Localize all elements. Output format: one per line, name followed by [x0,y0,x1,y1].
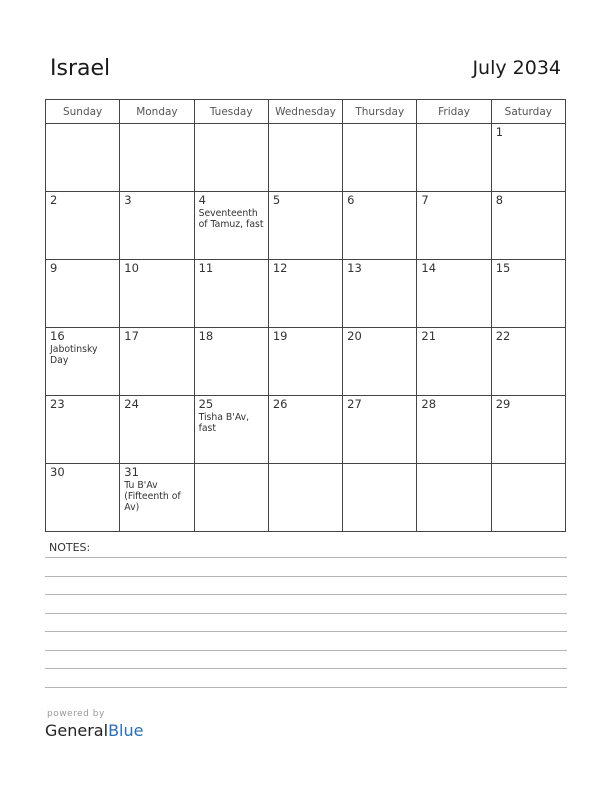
holiday-label: Seventeenth of Tamuz, fast [198,208,264,230]
day-cell[interactable] [343,260,417,328]
day-cell [194,464,268,532]
week-row [46,464,566,532]
day-number: 9 [50,261,58,275]
day-number: 11 [198,261,214,275]
notes-line [45,613,567,614]
day-number: 14 [421,261,437,275]
notes-line [45,631,567,632]
day-number: 2 [50,193,58,207]
day-number: 12 [272,261,288,275]
day-number: 4 [198,193,206,207]
day-number: 27 [347,397,362,411]
day-cell[interactable] [491,328,565,396]
day-cell[interactable] [491,396,565,464]
day-number: 10 [124,261,139,275]
day-cell[interactable] [343,192,417,260]
day-number: 26 [272,397,288,411]
day-number: 19 [272,329,288,343]
day-cell [343,464,417,532]
weekday-header: Thursday [343,100,417,124]
notes-line [45,687,567,688]
day-number: 28 [421,397,437,411]
day-cell[interactable] [491,260,565,328]
notes-line [45,668,567,669]
day-cell[interactable] [343,328,417,396]
day-cell[interactable] [120,192,194,260]
day-cell[interactable] [268,260,342,328]
brand-name-part2: Blue [108,721,144,740]
notes-label: NOTES: [49,541,91,554]
day-cell[interactable] [268,192,342,260]
day-cell[interactable] [343,396,417,464]
day-cell[interactable] [120,260,194,328]
day-cell[interactable] [120,328,194,396]
day-cell[interactable] [491,124,565,192]
day-cell[interactable] [46,328,120,396]
weekday-header-row [46,100,566,124]
day-cell [268,124,342,192]
day-number: 18 [198,329,214,343]
day-cell[interactable] [46,396,120,464]
day-cell [194,124,268,192]
brand-name-part1: General [45,721,109,740]
day-number: 31 [124,465,139,479]
month-year-title: July 2034 [472,57,561,79]
day-number: 6 [347,193,355,207]
day-cell[interactable] [417,192,491,260]
notes-line [45,557,567,558]
day-cell[interactable] [46,192,120,260]
day-cell[interactable] [417,260,491,328]
day-number: 24 [124,397,139,411]
day-cell[interactable] [194,260,268,328]
week-row [46,192,566,260]
week-row [46,260,566,328]
weekday-header: Monday [120,100,194,124]
day-cell [46,124,120,192]
weekday-header: Friday [417,100,491,124]
calendar-body [46,124,566,532]
day-number: 15 [495,261,511,275]
week-row [46,124,566,192]
day-cell[interactable] [46,260,120,328]
day-cell[interactable] [194,192,268,260]
powered-by-text: powered by [47,709,105,719]
weekday-header: Tuesday [194,100,268,124]
day-cell[interactable] [194,328,268,396]
day-number: 16 [50,329,65,343]
day-cell[interactable] [268,328,342,396]
day-cell [417,124,491,192]
holiday-label: Tisha B'Av, fast [198,412,250,434]
day-number: 29 [495,397,511,411]
day-number: 25 [198,397,214,411]
day-cell [120,124,194,192]
day-number: 5 [272,193,281,207]
brand-logo[interactable] [45,709,143,740]
day-cell[interactable] [120,464,194,532]
day-number: 21 [421,329,437,343]
week-row [46,396,566,464]
day-cell[interactable] [268,396,342,464]
day-number: 20 [347,329,362,343]
brand-name [45,721,143,740]
day-cell [491,464,565,532]
week-row [46,328,566,396]
day-cell[interactable] [417,328,491,396]
day-cell [343,124,417,192]
day-number: 23 [50,397,65,411]
day-number: 1 [495,125,504,139]
day-cell[interactable] [417,396,491,464]
day-number: 7 [421,193,429,207]
calendar-grid [45,99,566,532]
day-cell[interactable] [120,396,194,464]
holiday-label: Jabotinsky Day [50,344,98,366]
day-number: 8 [495,193,504,207]
holiday-label: Tu B'Av (Fifteenth of Av) [124,480,181,513]
notes-line [45,576,567,577]
day-number: 30 [50,465,65,479]
day-number: 17 [124,329,139,343]
country-title: Israel [50,56,111,81]
day-number: 22 [495,329,511,343]
day-cell [268,464,342,532]
weekday-header: Saturday [491,100,565,124]
notes-line [45,650,567,651]
day-number: 3 [124,193,132,207]
day-cell[interactable] [194,396,268,464]
day-cell [417,464,491,532]
notes-line [45,594,567,595]
weekday-header: Wednesday [268,100,342,124]
day-cell[interactable] [46,464,120,532]
day-cell[interactable] [491,192,565,260]
weekday-header: Sunday [46,100,120,124]
day-number: 13 [347,261,362,275]
